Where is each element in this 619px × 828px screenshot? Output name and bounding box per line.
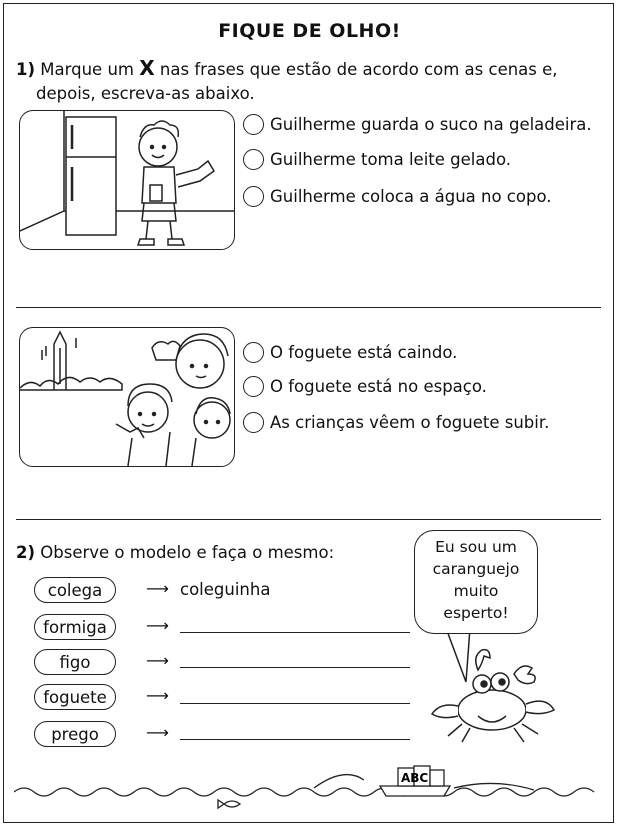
option-text: As crianças vêem o foguete subir.	[270, 413, 550, 432]
answer-circle[interactable]	[243, 376, 264, 397]
word-pill: foguete	[34, 684, 116, 710]
answer-circle[interactable]	[243, 186, 264, 207]
page-title: FIQUE DE OLHO!	[218, 20, 401, 42]
right-arrow-icon: ⟶	[146, 686, 169, 705]
answer-blank-line[interactable]	[180, 703, 410, 704]
scene1-option-2[interactable]	[243, 149, 511, 170]
option-text: Guilherme coloca a água no copo.	[270, 187, 552, 206]
answer-circle[interactable]	[243, 114, 264, 135]
word-pill: formiga	[34, 614, 116, 640]
option-text: Guilherme guarda o suco na geladeira.	[270, 115, 592, 134]
answer-circle[interactable]	[243, 342, 264, 363]
speech-bubble	[414, 530, 538, 634]
right-arrow-icon: ⟶	[146, 579, 169, 598]
scene1-option-3[interactable]	[243, 186, 552, 207]
bubble-line-4: esperto!	[443, 604, 509, 622]
bubble-line-3: muito	[453, 582, 499, 600]
writing-line-2[interactable]	[16, 519, 601, 520]
fridge-scene-drawing	[20, 111, 234, 249]
right-arrow-icon: ⟶	[146, 616, 169, 635]
scene2-option-1[interactable]	[243, 342, 457, 363]
word-pill: prego	[34, 721, 116, 747]
sea-waves-decoration	[14, 762, 604, 816]
right-arrow-icon: ⟶	[146, 723, 169, 742]
option-text: Guilherme toma leite gelado.	[270, 150, 512, 169]
question-1-text-before: Marque um	[40, 60, 134, 79]
writing-line-1[interactable]	[16, 307, 601, 308]
scene-fridge-illustration	[19, 110, 235, 250]
question-2-text: Observe o modelo e faça o mesmo:	[40, 543, 335, 562]
question-1-mark: X	[139, 56, 155, 80]
bubble-line-2: caranguejo	[432, 560, 520, 578]
question-2-instructions	[16, 543, 334, 562]
rocket-scene-drawing	[20, 328, 234, 466]
answer-blank-line[interactable]	[180, 667, 410, 668]
answer-circle[interactable]	[243, 149, 264, 170]
option-text: O foguete está no espaço.	[270, 377, 487, 396]
crab-icon	[414, 644, 564, 744]
boat-letter-a: ABC	[401, 771, 429, 785]
question-2-number: 2)	[16, 543, 36, 562]
scene1-option-1[interactable]	[243, 114, 592, 135]
answer-blank-line[interactable]	[180, 739, 410, 740]
scene2-option-3[interactable]	[243, 412, 549, 433]
word-pill: figo	[34, 649, 116, 675]
right-arrow-icon: ⟶	[146, 651, 169, 670]
question-1-number: 1)	[16, 60, 36, 79]
question-1-instructions	[16, 56, 596, 106]
option-text: O foguete está caindo.	[270, 343, 458, 362]
model-answer: coleguinha	[180, 580, 271, 599]
scene-rocket-illustration	[19, 327, 235, 467]
word-pill: colega	[34, 577, 116, 603]
answer-blank-line[interactable]	[180, 632, 410, 633]
scene2-option-2[interactable]	[243, 376, 487, 397]
bubble-line-1: Eu sou um	[435, 538, 517, 556]
question-1-line2: depois, escreva-as abaixo.	[36, 84, 255, 103]
question-1-text-after: nas frases que estão de acordo com as cenas e,	[159, 60, 558, 79]
answer-circle[interactable]	[243, 412, 264, 433]
